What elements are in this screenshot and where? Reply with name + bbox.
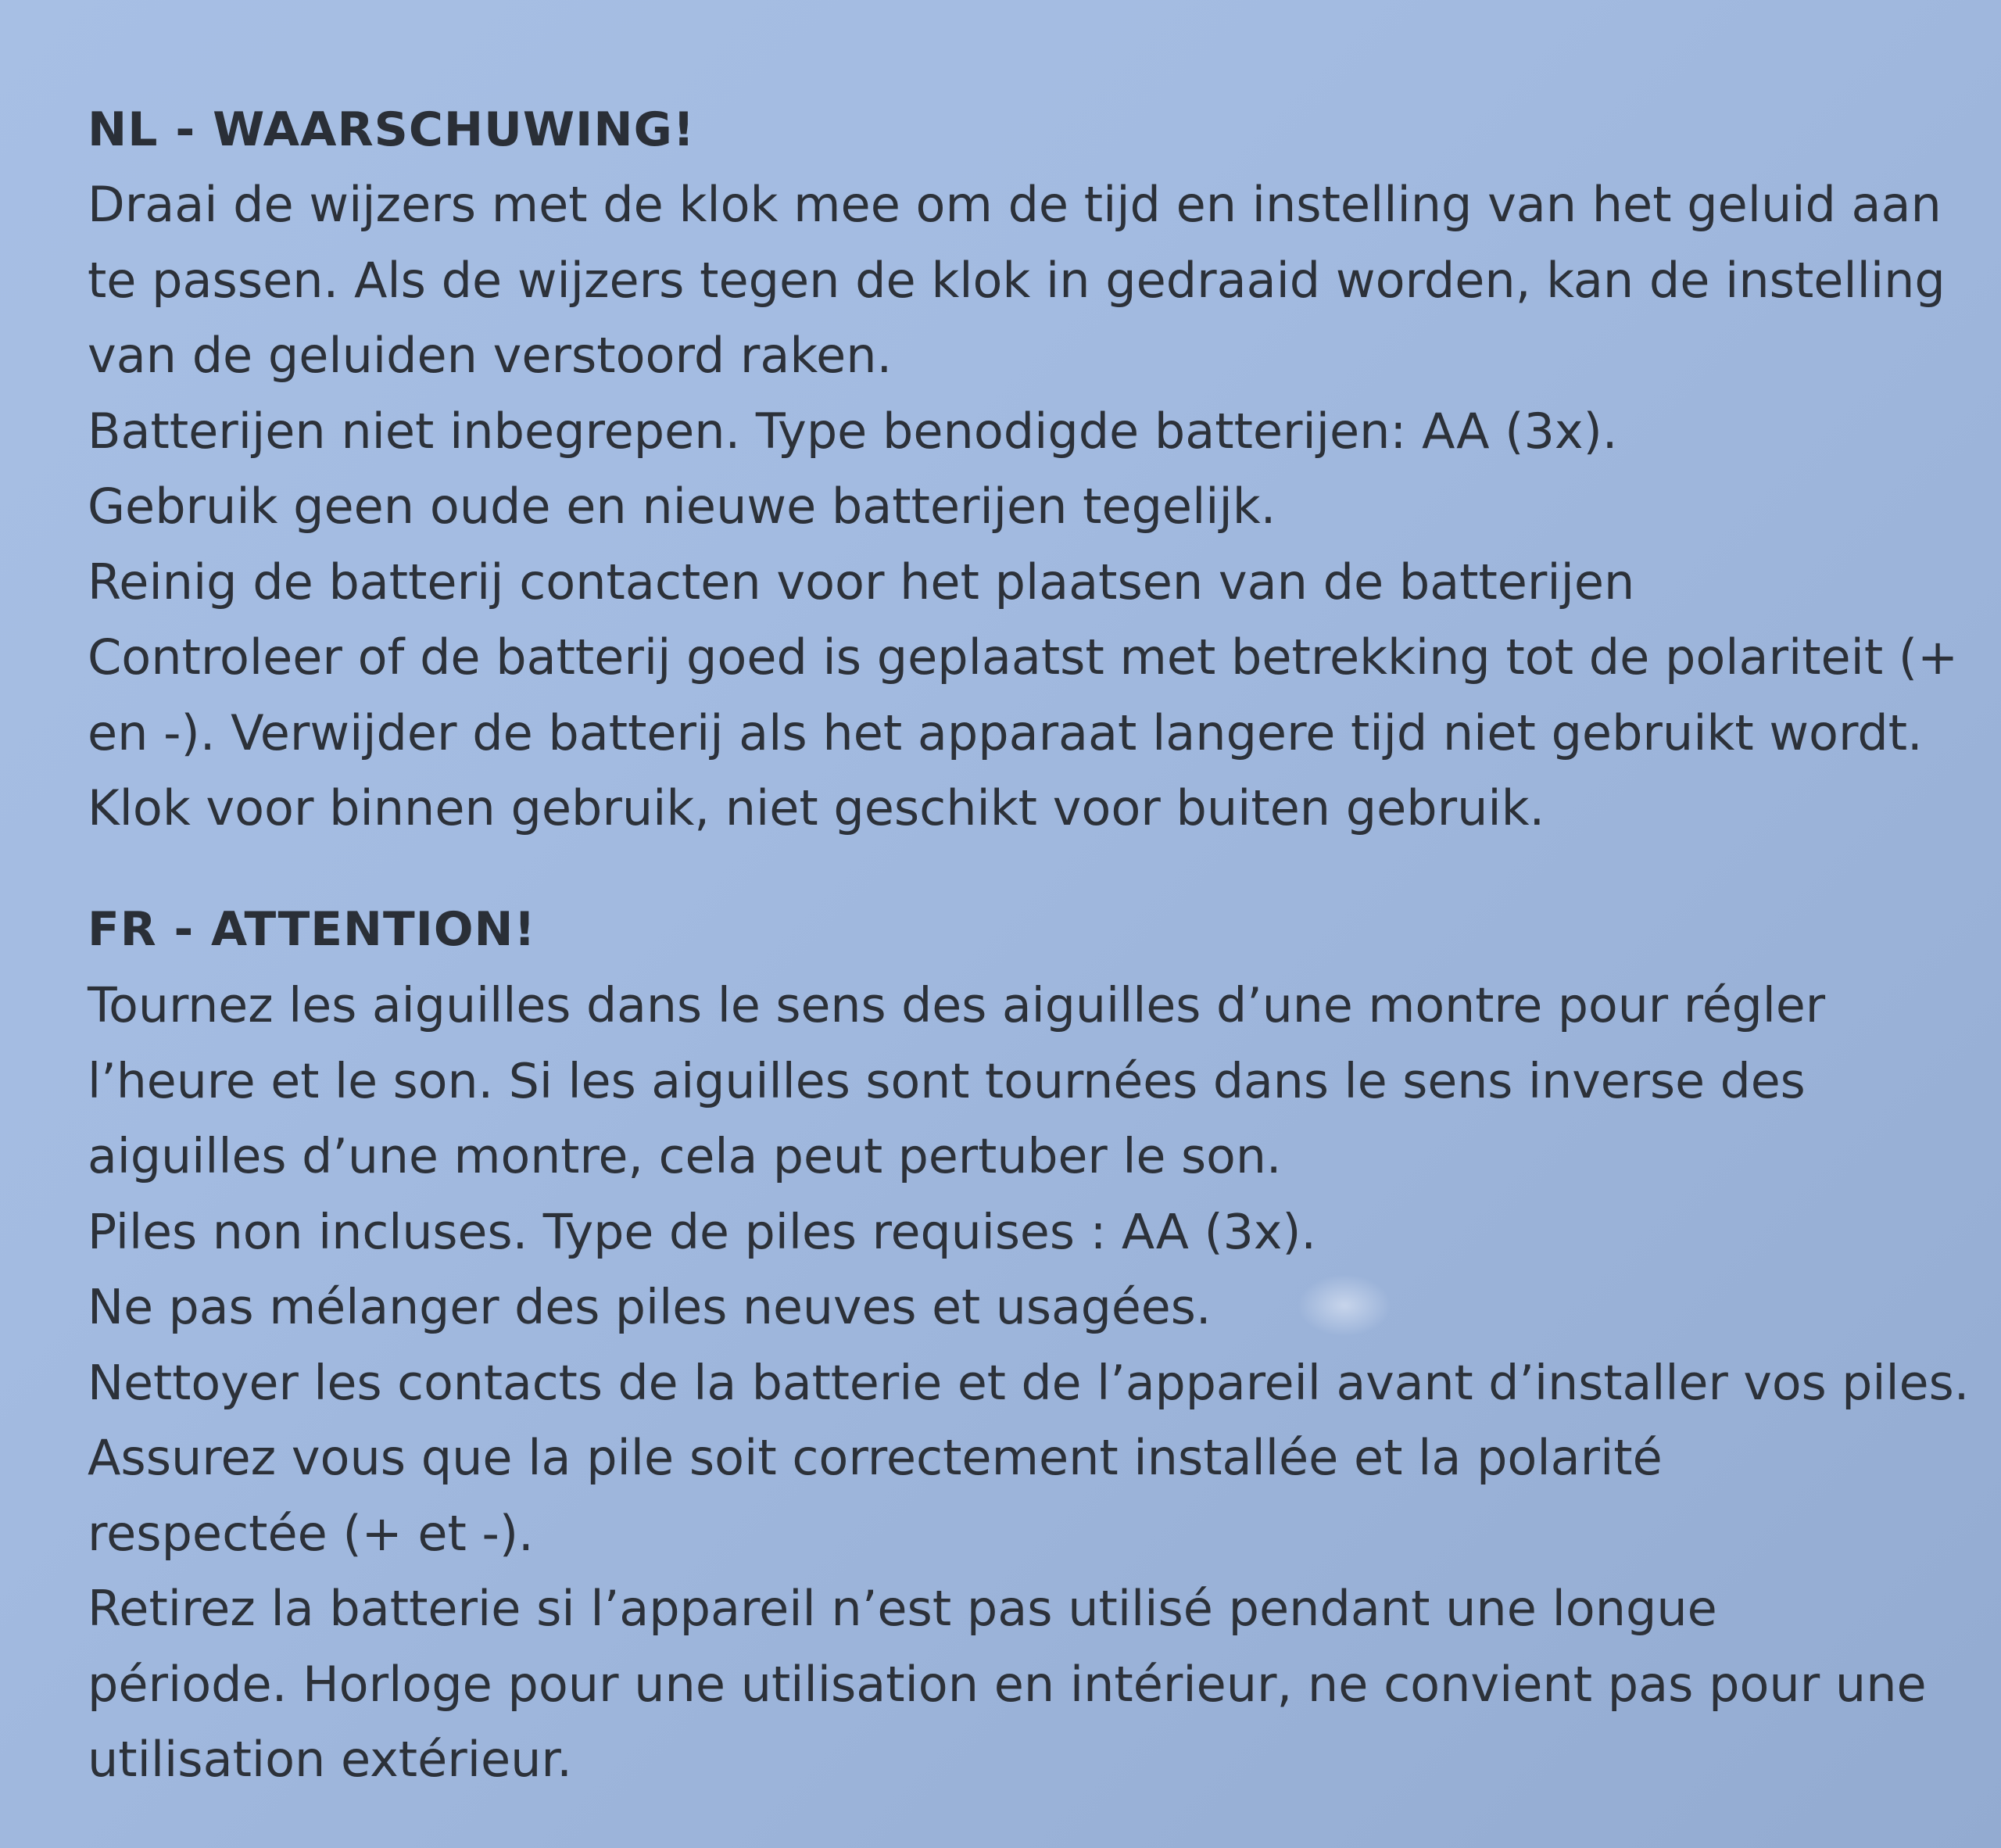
dutch-warning-section bbox=[88, 92, 1958, 847]
french-line: Tournez les aiguilles dans le sens des aiguilles d’une montre pour régler bbox=[88, 977, 1826, 1033]
dutch-line: Draai de wijzers met de klok mee om de tijd en instelling van het geluid aan bbox=[88, 176, 1942, 233]
french-line: utilisation extérieur. bbox=[88, 1731, 572, 1788]
dutch-line: Klok voor binnen gebruik, niet geschikt voor buiten gebruik. bbox=[88, 779, 1545, 836]
french-warning-heading: FR - ATTENTION! bbox=[88, 903, 536, 957]
french-line: Piles non incluses. Type de piles requises : AA (3x). bbox=[88, 1203, 1316, 1260]
dutch-line: Batterijen niet inbegrepen. Type benodigde batterijen: AA (3x). bbox=[88, 402, 1618, 460]
french-line: Nettoyer les contacts de la batterie et de l’appareil avant d’installer vos piles. bbox=[88, 1354, 1970, 1411]
dutch-warning-heading: NL - WAARSCHUWING! bbox=[88, 102, 696, 157]
french-line: Assurez vous que la pile soit correctement installée et la polarité bbox=[88, 1429, 1663, 1486]
french-line: aiguilles d’une montre, cela peut pertuber le son. bbox=[88, 1128, 1282, 1184]
french-line: l’heure et le son. Si les aiguilles sont tournées dans le sens inverse des bbox=[88, 1052, 1806, 1109]
french-line: respectée (+ et -). bbox=[88, 1504, 534, 1562]
french-line: Retirez la batterie si l’appareil n’est pas utilisé pendant une longue bbox=[88, 1580, 1717, 1637]
dutch-line: Reinig de batterij contacten voor het plaatsen van de batterijen bbox=[88, 553, 1635, 611]
dutch-line: Gebruik geen oude en nieuwe batterijen tegelijk. bbox=[88, 478, 1276, 535]
french-line: période. Horloge pour une utilisation en intérieur, ne convient pas pour une bbox=[88, 1655, 1927, 1713]
dutch-line: te passen. Als de wijzers tegen de klok in gedraaid worden, kan de instelling bbox=[88, 251, 1946, 309]
dutch-line: en -). Verwijder de batterij als het apparaat langere tijd niet gebruikt wordt. bbox=[88, 704, 1923, 761]
dutch-line: Controleer of de batterij goed is geplaatst met betrekking tot de polariteit (+ bbox=[88, 629, 1959, 686]
french-line: Ne pas mélanger des piles neuves et usagées. bbox=[88, 1279, 1212, 1335]
french-warning-section bbox=[88, 893, 1969, 1798]
dutch-line: van de geluiden verstoord raken. bbox=[88, 327, 893, 384]
